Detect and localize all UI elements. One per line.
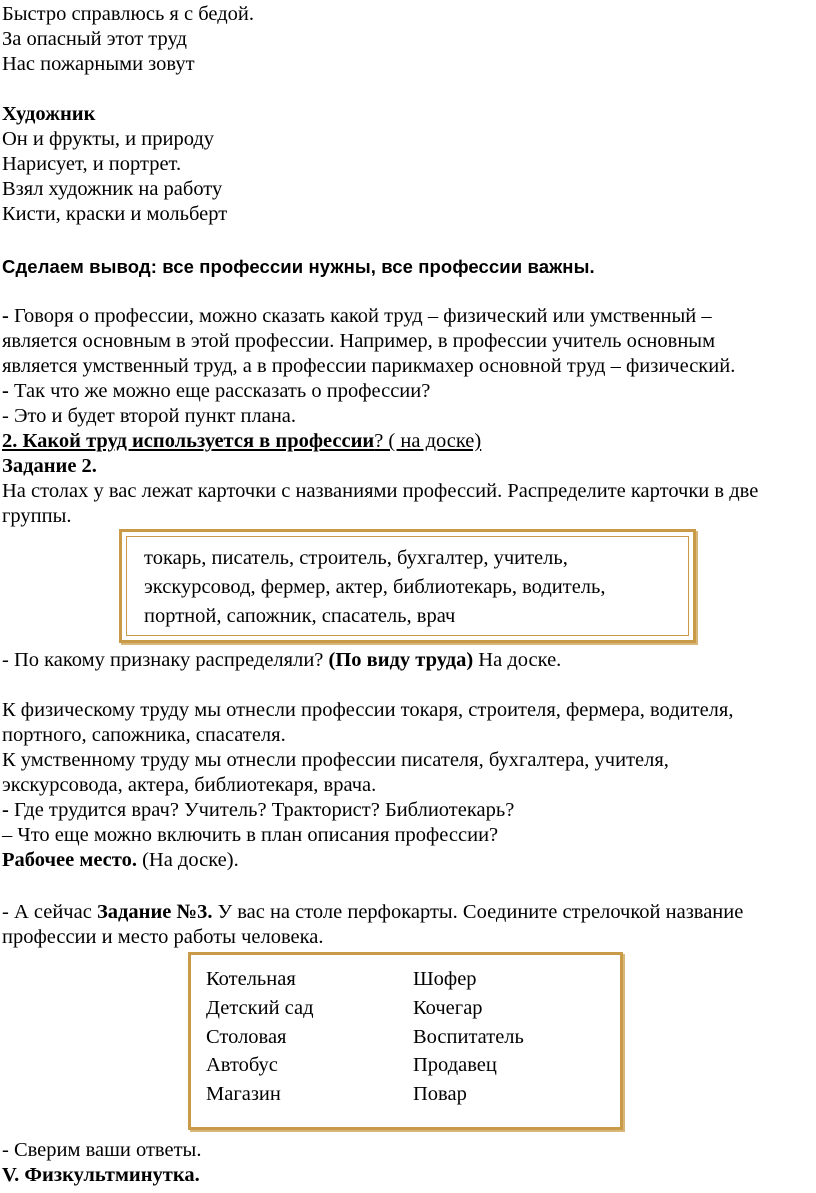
place-item: Автобус <box>206 1054 278 1077</box>
poem-line: Он и фрукты, и природу <box>2 128 215 150</box>
check-line: - Сверим ваши ответы. <box>2 1139 202 1161</box>
plan-point-2-note: ? ( на доске) <box>374 430 482 452</box>
dash: - <box>2 799 9 821</box>
conclusion-heading: Сделаем вывод: все профессии нужны, все профессии важны. <box>2 256 595 277</box>
paragraph-line: является основным в этой профессии. Например, в профессии учитель основным <box>2 330 716 352</box>
place-item: Детский сад <box>206 996 314 1019</box>
paragraph-line: экскурсовода, актера, библиотекаря, врача. <box>2 774 377 796</box>
task-3-intro: - А сейчас <box>2 901 97 923</box>
workplace-heading: Рабочее место. <box>2 849 137 871</box>
dash: - <box>2 380 9 402</box>
cards-line: экскурсовод, фермер, актер, библиотекарь, водитель, <box>144 576 606 598</box>
paragraph-line: портного, сапожника, спасателя. <box>2 724 286 746</box>
poem-line: Быстро справлюсь я с бедой. <box>2 3 254 25</box>
profession-cards-box <box>119 529 696 643</box>
paragraph-line: К умственному труду мы отнесли профессии писателя, бухгалтера, учителя, <box>2 749 669 771</box>
poem-line: Взял художник на работу <box>2 178 223 200</box>
task-2-title: Задание 2. <box>2 455 97 477</box>
section-heading: V. Физкультминутка. <box>2 1164 200 1186</box>
places-column <box>206 965 314 1109</box>
task-2-text: группы. <box>2 505 72 527</box>
paragraph-line: является умственный труд, а в профессии парикмахер основной труд – физический. <box>2 355 736 377</box>
cards-line: токарь, писатель, строитель, бухгалтер, учитель, <box>144 547 568 569</box>
worker-item: Шофер <box>413 968 477 990</box>
question: – Что еще можно включить в план описания профессии? <box>2 824 499 846</box>
paragraph-line: Говоря о профессии, можно сказать какой труд – физический или умственный – <box>8 305 712 327</box>
poem-line: Нарисует, и портрет. <box>2 153 182 175</box>
task-3-text: профессии и место работы человека. <box>2 926 324 948</box>
plan-point-2: 2. Какой труд используется в профессии <box>2 430 375 452</box>
worker-item: Кочегар <box>413 996 483 1019</box>
answer-bold: (По виду труда) <box>328 649 474 671</box>
question: - По какому признаку распределяли? <box>2 649 329 671</box>
dash: - <box>2 305 9 327</box>
answer: - Это и будет второй пункт плана. <box>2 405 297 427</box>
task-2-text: На столах у вас лежат карточки с названиями профессий. Распределите карточки в две <box>2 480 759 502</box>
paragraph-line: К физическому труду мы отнесли профессии токаря, строителя, фермера, водителя, <box>2 699 734 721</box>
poem-title: Художник <box>2 103 96 125</box>
task-3-text: У вас на столе перфокарты. Соедините стрелочкой название <box>212 901 744 923</box>
question: Так что же можно еще рассказать о профессии? <box>8 380 431 402</box>
task-3-title: Задание №3. <box>96 901 213 923</box>
poem-line: Кисти, краски и мольберт <box>2 203 228 225</box>
place-item: Магазин <box>206 1083 281 1106</box>
poem-line: Нас пожарными зовут <box>2 53 195 75</box>
worker-item: Повар <box>413 1083 467 1106</box>
place-item: Столовая <box>206 1025 287 1048</box>
worker-item: Продавец <box>413 1054 497 1077</box>
poem-line: За опасный этот труд <box>2 28 187 50</box>
question-note: На доске. <box>473 649 562 671</box>
worker-item: Воспитатель <box>413 1025 524 1048</box>
workplace-note: (На доске). <box>136 849 239 871</box>
cards-line: портной, сапожник, спасатель, врач <box>144 605 456 627</box>
matching-card-box <box>188 952 623 1130</box>
question: Где трудится врач? Учитель? Тракторист? Библиотекарь? <box>8 799 515 821</box>
workers-column <box>413 965 524 1109</box>
place-item: Котельная <box>206 968 296 990</box>
